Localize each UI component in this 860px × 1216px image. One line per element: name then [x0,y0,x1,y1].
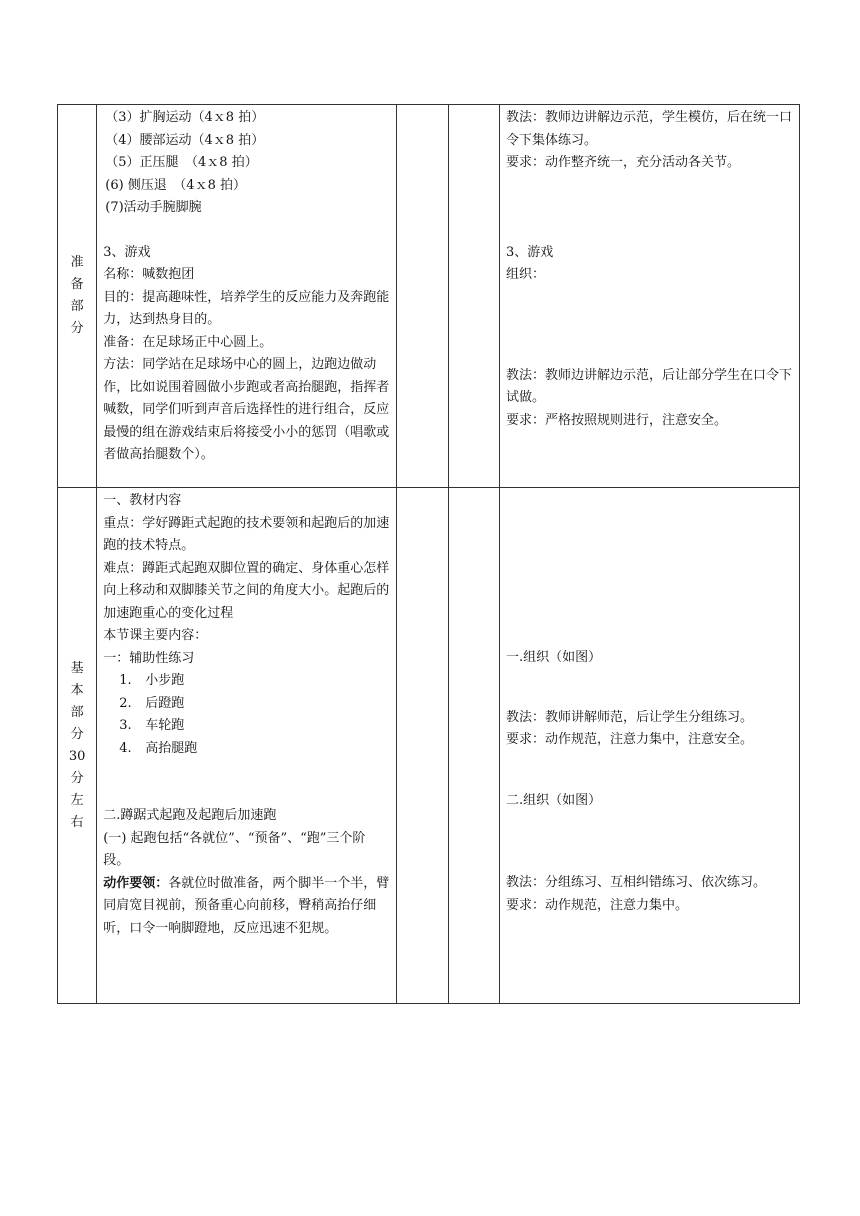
basic-method-cell [499,488,799,1004]
teaching-method: 教法：分组练习、互相纠错练习、依次练习。 [505,875,766,891]
game-method: 方法：同学站在足球场中心的圆上，边跑边做动作，比如说围着圆做小步跑或者高抬腿跑，指挥者喊数，同学们听到声音后选择性的进行组合，反应最慢的组在游戏结束后将接受小小的惩罚（唱歌或者做高抬腿数个）。 [103,357,390,462]
game-prepare: 准备：在足球场正中心圆上。 [103,334,273,350]
requirement: 要求：动作规范，注意力集中，注意安全。 [505,732,753,748]
empty-cell [397,488,448,1004]
exercise-item: (7)活动手腕脚腕 [105,200,202,215]
list-item: 1. 小步跑 [119,673,185,689]
empty-cell [397,105,448,488]
exercise-item: (6) 侧压退 （4ｘ8 拍） [105,177,246,193]
exercise-item: （3）扩胸运动（4ｘ8 拍） [105,110,265,125]
exercise-item: （5）正压腿 （4ｘ8 拍） [105,155,258,170]
list-item: 3. 车轮跑 [119,718,185,734]
key-point: 重点：学好蹲距式起跑的技术要领和起跑后的加速跑的技术特点。 [103,515,390,554]
main-content-label: 本节课主要内容： [103,628,208,644]
lesson-plan-table [57,104,800,1004]
organization: 组织： [505,267,545,282]
squat-stage: (一) 起跑包括“各就位”、“预备”、“跑”三个阶段。 [103,830,366,869]
list-item: 2. 后蹬跑 [119,695,185,711]
game-name: 名称：喊数抱团 [103,267,195,282]
organization: 一.组织（如图） [505,650,602,666]
teaching-method: 教法：教师边讲解边示范，学生模仿，后在统一口令下集体练习。 [505,110,792,148]
prep-content-cell [97,105,397,488]
section-heading: 一、教材内容 [103,493,182,509]
empty-cell [448,488,499,1004]
requirement: 要求：严格按照规则进行，注意安全。 [505,412,727,428]
aux-title: 一：辅助性练习 [103,650,195,666]
teaching-method: 教法：教师边讲解边示范，后让部分学生在口令下试做。 [505,367,792,405]
exercise-item: （4）腰部运动（4ｘ8 拍） [105,132,265,148]
organization: 二.组织（如图） [505,792,602,808]
requirement: 要求：动作整齐统一，充分活动各关节。 [505,155,740,170]
teaching-method: 教法：教师讲解师范，后让学生分组练习。 [505,709,753,725]
prep-row [58,105,800,488]
list-item: 4. 高抬腿跑 [119,740,198,756]
requirement: 要求：动作规范，注意力集中。 [505,897,688,913]
section-label-prep: 准 备 部 分 [58,105,97,488]
squat-title: 二.蹲踞式起跑及起跑后加速跑 [103,808,277,824]
section-label-basic: 基 本 部 分 30 分 左 右 [58,488,97,1004]
game-title: 3、游戏 [103,244,151,260]
basic-content-cell [97,488,397,1004]
prep-method-cell [499,105,799,488]
difficulty: 难点：蹲距式起跑双脚位置的确定、身体重心怎样向上移动和双脚膝关节之间的角度大小。起跑后的加速跑重心的变化过程 [103,560,390,621]
basic-row [58,488,800,1004]
key-action: 动作要领：各就位时做准备，两个脚半一个半，臂同肩宽目视前，预备重心向前移，臀稍高抬仔细听，口令一响脚蹬地，反应迅速不犯规。 [103,875,390,936]
game-purpose: 目的：提高趣味性，培养学生的反应能力及奔跑能力，达到热身目的。 [103,289,390,327]
game-title: 3、游戏 [505,244,554,260]
empty-cell [448,105,499,488]
